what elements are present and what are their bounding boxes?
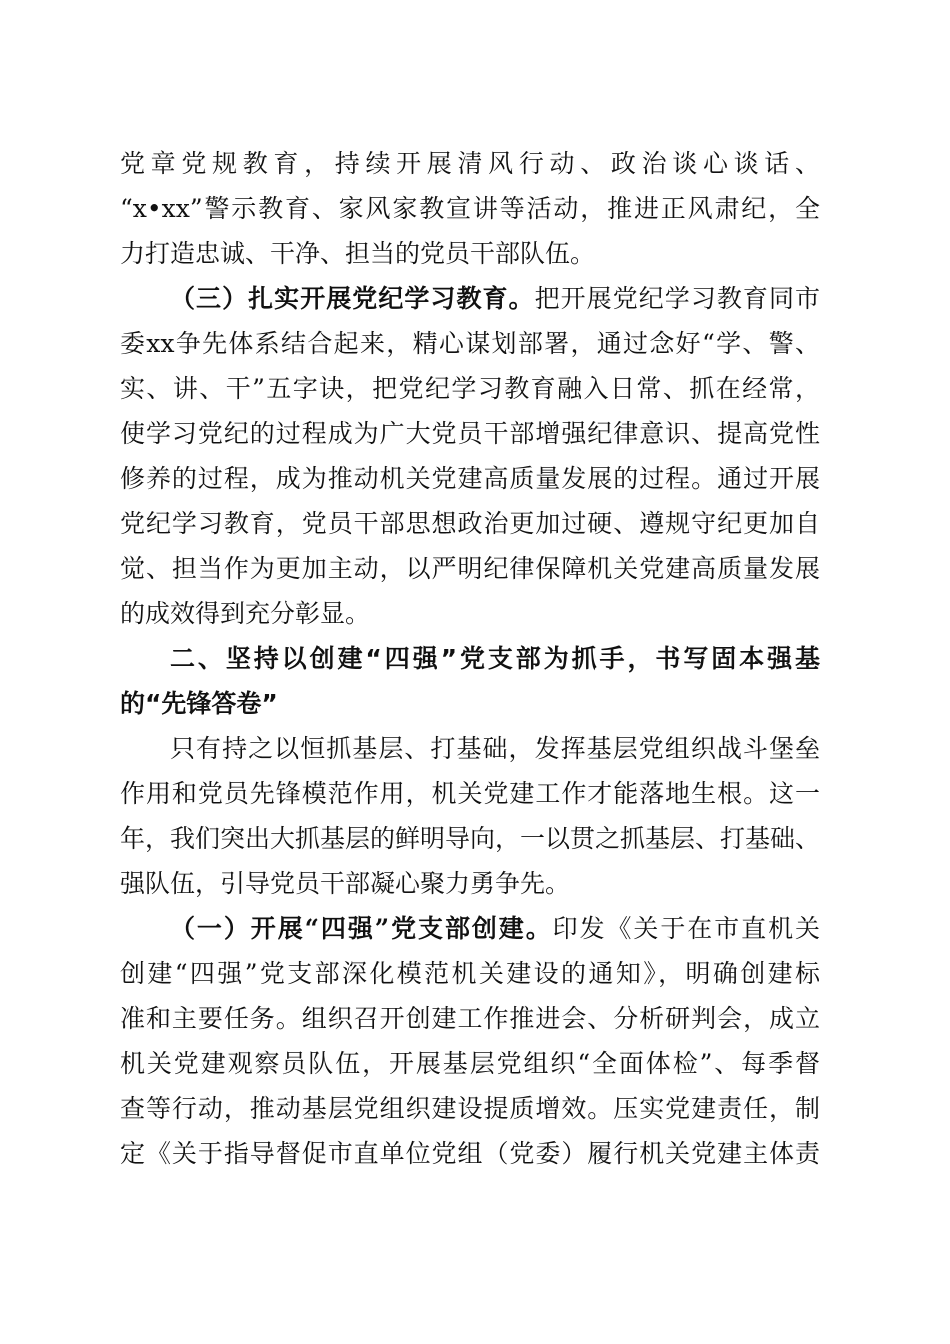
text-line xyxy=(120,546,820,591)
line-text: 使学习党纪的过程成为广大党员干部增强纪律意识、提高党性 xyxy=(120,419,820,448)
text-line xyxy=(120,456,820,501)
line-text: 定《关于指导督促市直单位党组（党委）履行机关党建主体责 xyxy=(120,1139,820,1168)
line-text: 年，我们突出大抓基层的鲜明导向，一以贯之抓基层、打基础、 xyxy=(120,824,821,853)
line-text: 把开展党纪学习教育同市 xyxy=(534,284,820,313)
subsection-title: （一）开展“四强”党支部创建。 xyxy=(170,914,553,943)
line-text: 党章党规教育，持续开展清风行动、政治谈心谈话、 xyxy=(120,149,820,178)
line-text: 二、坚持以创建“四强”党支部为抓手，书写固本强基 xyxy=(170,644,820,673)
text-line xyxy=(120,951,820,996)
line-text: 机关党建观察员队伍，开展基层党组织“全面体检”、每季督 xyxy=(120,1049,820,1078)
text-line xyxy=(120,411,820,456)
text-line xyxy=(120,276,820,321)
line-text: 强队伍，引导党员干部凝心聚力勇争先。 xyxy=(120,869,571,898)
text-line xyxy=(120,816,820,861)
line-text: 印发《关于在市直机关 xyxy=(552,914,820,943)
text-line xyxy=(120,726,820,771)
line-text: 委xx争先体系结合起来，精心谋划部署，通过念好“学、警、 xyxy=(120,329,820,358)
line-text: 查等行动，推动基层党组织建设提质增效。压实党建责任，制 xyxy=(120,1094,820,1123)
text-line xyxy=(120,1086,820,1131)
text-line xyxy=(120,591,820,636)
document-body xyxy=(120,141,820,1176)
line-text: 实、讲、干”五字诀，把党纪学习教育融入日常、抓在经常， xyxy=(120,374,820,403)
line-text: 作用和党员先锋模范作用，机关党建工作才能落地生根。这一 xyxy=(120,779,820,808)
line-text: 创建“四强”党支部深化模范机关建设的通知》，明确创建标 xyxy=(120,959,820,988)
line-text: 只有持之以恒抓基层、打基础，发挥基层党组织战斗堡垒 xyxy=(170,734,820,763)
line-text: 党纪学习教育，党员干部思想政治更加过硬、遵规守纪更加自 xyxy=(120,509,820,538)
text-line xyxy=(120,141,820,186)
line-text: 觉、担当作为更加主动，以严明纪律保障机关党建高质量发展 xyxy=(120,554,820,583)
section-heading-line xyxy=(120,636,820,681)
text-line xyxy=(120,1041,820,1086)
line-text: 力打造忠诚、干净、担当的党员干部队伍。 xyxy=(120,239,596,268)
section-heading-line xyxy=(120,681,820,726)
subsection-title: （三）扎实开展党纪学习教育。 xyxy=(170,284,535,313)
text-line xyxy=(120,186,820,231)
text-line xyxy=(120,231,820,276)
text-line xyxy=(120,861,820,906)
text-line xyxy=(120,771,820,816)
line-text: “x•xx”警示教育、家风家教宣讲等活动，推进正风肃纪，全 xyxy=(120,194,820,223)
line-text: 的“先锋答卷” xyxy=(120,689,278,718)
text-line xyxy=(120,366,820,411)
line-text: 的成效得到充分彰显。 xyxy=(120,599,371,628)
text-line xyxy=(120,321,820,366)
text-line xyxy=(120,501,820,546)
text-line xyxy=(120,906,820,951)
text-line xyxy=(120,996,820,1041)
line-text: 准和主要任务。组织召开创建工作推进会、分析研判会，成立 xyxy=(120,1004,820,1033)
text-line xyxy=(120,1131,820,1176)
line-text: 修养的过程，成为推动机关党建高质量发展的过程。通过开展 xyxy=(120,464,820,493)
